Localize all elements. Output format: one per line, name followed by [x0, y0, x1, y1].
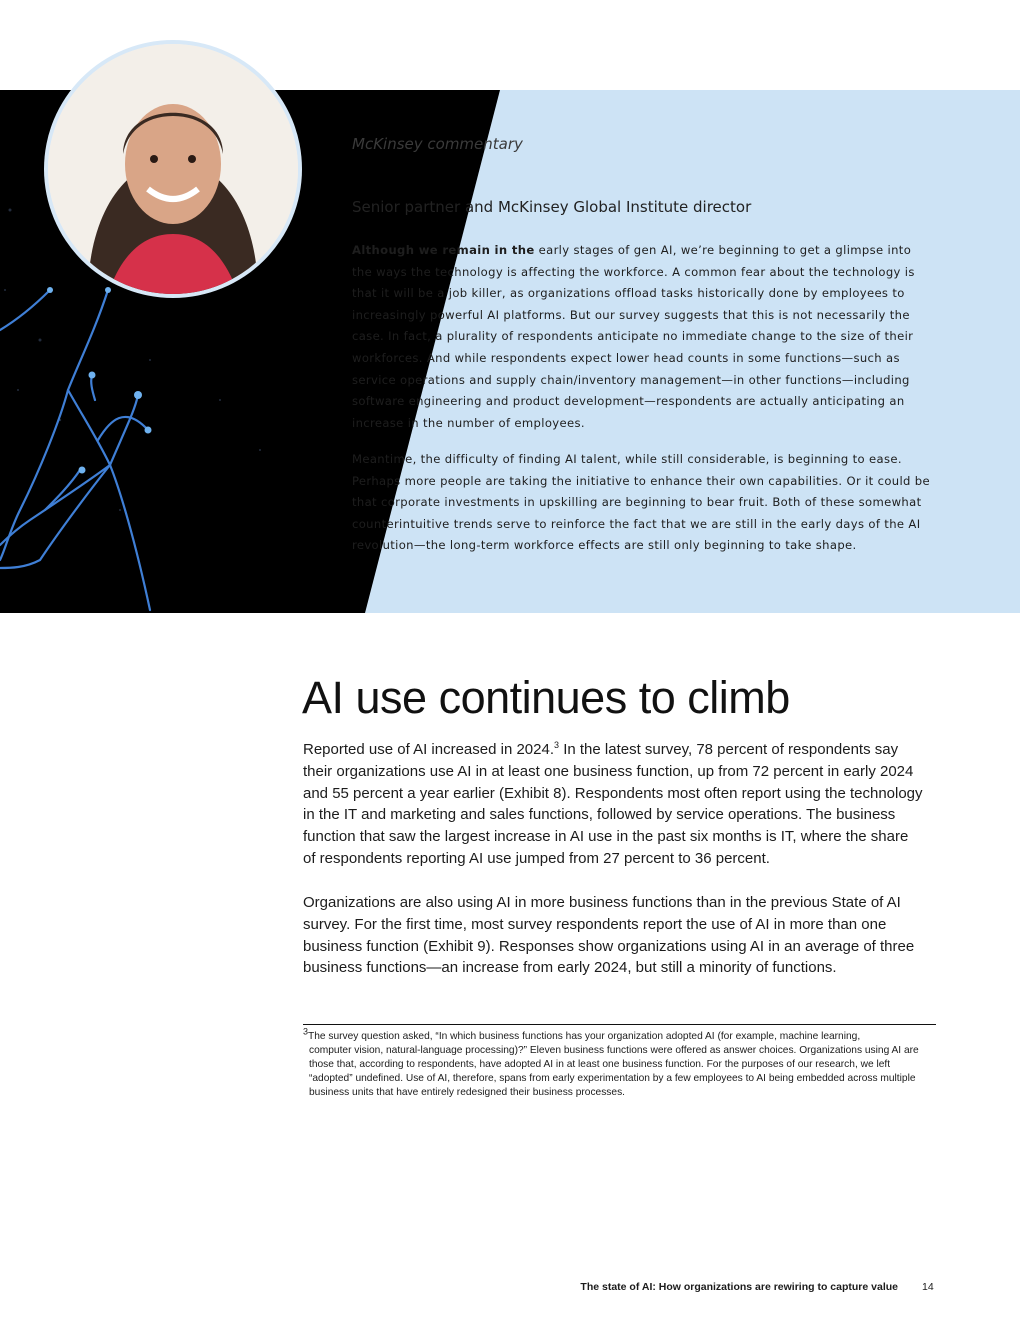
- footnote-continuation: computer vision, natural-language processing)?” Eleven business functions were offered as answer choices. Organizations using AI are those that, according to respondents, have adopted AI in at least one business function. For the purposes of our research, we left “adopted” undefined. Use of AI, therefore, spans from early experimentation by a few employees to AI being embedded across multiple business units that have entirely redesigned their business processes.: [309, 1045, 919, 1098]
- footnote-divider: [303, 1024, 936, 1025]
- footnote: [303, 1026, 933, 1100]
- footnote-reference[interactable]: 3: [554, 740, 560, 750]
- commentary-role: Senior partner and McKinsey Global Institute director: [352, 198, 752, 216]
- footnote-marker: 3: [303, 1026, 309, 1037]
- body-paragraph-1: [303, 739, 923, 870]
- commentary-label: McKinsey commentary: [352, 135, 523, 153]
- portrait-photo: [48, 44, 298, 294]
- commentary-lead-in: Although we remain in the: [352, 243, 535, 257]
- body-paragraph-1-rest: In the latest survey, 78 percent of respondents say their organizations use AI in at least one business function, up from 72 percent in early 2024 and 55 percent a year earlier (Exhibit 8). Respondents most often report using the technology in the IT and marketing and sales functions, followed by service operations. The business function that saw the largest increase in AI use in the past six months is IT, where the share of respondents reporting AI use jumped from 27 percent to 36 percent.: [303, 741, 923, 867]
- body-paragraph-1-start: Reported use of AI increased in 2024.: [303, 741, 555, 758]
- body-paragraph-2: Organizations are also using AI in more business functions than in the previous State of AI survey. For the first time, most survey respondents report the use of AI in more than one business function (Exhibit 9). Responses show organizations using AI in an average of three business functions—an increase from early 2024, but still a minority of functions.: [303, 894, 915, 977]
- commentary-paragraph-1: [352, 240, 932, 434]
- commentary-paragraph-2: Meantime, the difficulty of finding AI talent, while still considerable, is beginning to ease. Perhaps more people are taking the initiative to enhance their own capabilities. Or it could be that corporate investments in upskilling are beginning to bear fruit. Both of these somewhat counterintuitive trends serve to reinforce the fact that we are still in the early days of the AI revolution—the long-term workforce effects are still only beginning to take shape.: [352, 452, 930, 553]
- person-portrait-icon: [48, 44, 298, 294]
- portrait-frame: [44, 40, 302, 298]
- commentary-paragraph-1-text: early stages of gen AI, we’re beginning to get a glimpse into the ways the technology is affecting the workforce. A common fear about the technology is that it will be a job killer, as organizations offload tasks historically done by employees to increasingly powerful AI platforms. But our survey suggests that this is not necessarily the case. In fact, a plurality of respondents anticipate no immediate change to the size of their workforces. And while respondents expect lower head counts in some functions—such as service operations and supply chain/inventory management—in other functions—including software engineering and product development—respondents are actually anticipating an increase in the number of employees.: [352, 243, 915, 430]
- footer-report-title: The state of AI: How organizations are rewiring to capture value: [580, 1281, 898, 1293]
- section-title: AI use continues to climb: [302, 672, 790, 723]
- footnote-first-line: The survey question asked, “In which business functions has your organization adopted AI (for example, machine learning,: [308, 1031, 861, 1042]
- page-number: 14: [922, 1281, 934, 1293]
